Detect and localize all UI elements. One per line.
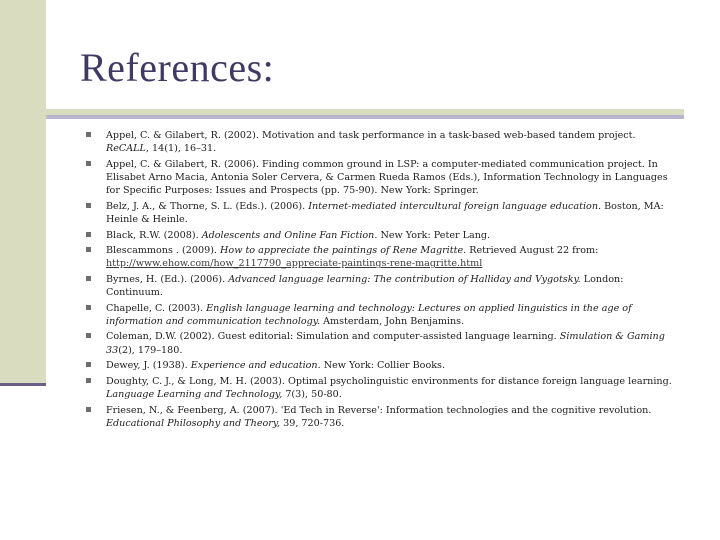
square-bullet-icon (86, 362, 91, 367)
reference-italic-text: Experience and education. (190, 360, 321, 372)
title-rule-bottom (46, 115, 684, 119)
reference-item (86, 359, 681, 372)
square-bullet-icon (86, 161, 91, 166)
reference-item (86, 129, 681, 156)
reference-item (86, 229, 681, 242)
reference-text: Chapelle, C. (2003). (106, 302, 207, 314)
reference-item (86, 200, 681, 227)
reference-text: 39, 720-736. (280, 417, 345, 429)
reference-link[interactable]: http://www.ehow.com/how_2117790_appreciate-paintings-rene-magritte.html (106, 258, 483, 270)
reference-text: Retrieved August 22 from: (466, 245, 599, 257)
reference-text: New York: Collier Books. (320, 360, 446, 372)
reference-item (86, 244, 681, 271)
square-bullet-icon (86, 203, 91, 208)
reference-item (86, 375, 681, 402)
reference-item (86, 302, 681, 329)
reference-item (86, 404, 681, 431)
reference-text: , 14(1), 16–31. (145, 143, 217, 155)
reference-text: Coleman, D.W. (2002). Guest editorial: Simulation and computer-assisted language learning. (106, 331, 560, 343)
reference-text: Appel, C. & Gilabert, R. (2006). Finding common ground in LSP: a computer-mediated communication project. In Elisabet Arno Macia, Antonia Soler Cervera, & Carmen Rueda Ramos (Eds.), Information Technology in Languages for Specific Purposes: Issues and Prospects (pp. 75-90). New York: Springer. (106, 158, 668, 197)
reference-italic-text: Adolescents and Online Fan Fiction. (201, 229, 378, 241)
reference-text: Dewey, J. (1938). (106, 360, 191, 372)
reference-text: Boston, MA: Heinle & Heinle. (106, 200, 664, 226)
left-accent-bar (0, 0, 46, 383)
reference-italic-text: Educational Philosophy and Theory, (106, 417, 281, 429)
reference-italic-text: Advanced language learning: The contribution of Halliday and Vygotsky. (228, 273, 581, 285)
reference-text: Black, R.W. (2008). (106, 229, 202, 241)
reference-text: Doughty, C. J., & Long, M. H. (2003). Optimal psycholinguistic environments for distance foreign language learning. (106, 375, 672, 387)
reference-item (86, 273, 681, 300)
reference-list (86, 129, 681, 432)
left-accent-rule (0, 383, 46, 386)
reference-italic-text: Language Learning and Technology, (106, 389, 283, 401)
reference-italic-text: ReCALL (106, 143, 146, 155)
reference-text: 7(3), 50-80. (282, 389, 342, 401)
reference-text: Friesen, N., & Feenberg, A. (2007). 'Ed Tech in Reverse': Information technologies and the cognitive revolution. (106, 404, 652, 416)
reference-text: Amsterdam, John Benjamins. (320, 315, 465, 327)
square-bullet-icon (86, 378, 91, 383)
square-bullet-icon (86, 333, 91, 338)
square-bullet-icon (86, 247, 91, 252)
reference-text: (2), 179–180. (118, 344, 183, 356)
square-bullet-icon (86, 132, 91, 137)
reference-italic-text: How to appreciate the paintings of Rene Magritte. (220, 245, 467, 257)
reference-text: New York: Peter Lang. (377, 229, 491, 241)
square-bullet-icon (86, 407, 91, 412)
slide-title: References: (80, 45, 275, 90)
reference-text: Byrnes, H. (Ed.). (2006). (106, 273, 229, 285)
reference-text: Belz, J. A., & Thorne, S. L. (Eds.). (2006). (106, 200, 309, 212)
reference-text: Blescammons . (2009). (106, 245, 221, 257)
reference-italic-text: English language learning and technology: Lectures on applied linguistics in the age of information and communication technology. (106, 302, 632, 327)
reference-item (86, 158, 681, 198)
reference-text: Appel, C. & Gilabert, R. (2002). Motivation and task performance in a task-based web-based tandem project. (106, 130, 636, 141)
square-bullet-icon (86, 232, 91, 237)
reference-item (86, 330, 681, 357)
reference-italic-text: Simulation & Gaming 33 (106, 331, 665, 356)
reference-text: London: Continuum. (106, 273, 624, 299)
reference-italic-text: Internet-mediated intercultural foreign language education. (308, 200, 602, 212)
square-bullet-icon (86, 305, 91, 310)
square-bullet-icon (86, 276, 91, 281)
